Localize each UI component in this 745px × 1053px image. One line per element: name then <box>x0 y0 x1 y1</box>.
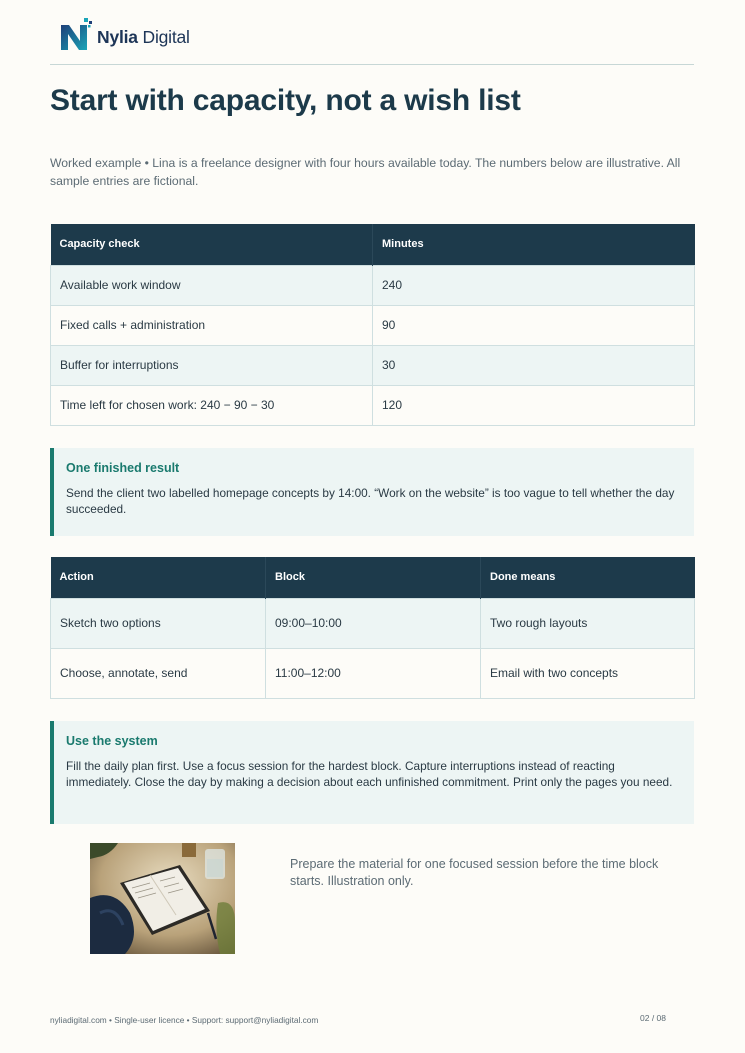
table-cell: Two rough layouts <box>481 598 695 648</box>
brand-name-light: Digital <box>142 26 190 47</box>
column-header: Done means <box>481 557 695 598</box>
callout-title: One finished result <box>66 461 180 475</box>
table-row <box>51 648 695 698</box>
table-cell: 90 <box>373 305 695 345</box>
capacity-table <box>50 224 695 426</box>
callout-one-finished-result <box>50 448 694 536</box>
table-cell: 240 <box>373 265 695 305</box>
callout-body: Fill the daily plan first. Use a focus session for the hardest block. Capture interruptions instead of reacting immediately. Close the day by making a decision about each unfinished commitment. Print only the pages you need. <box>66 759 673 789</box>
column-header: Capacity check <box>51 224 373 265</box>
table-row <box>51 305 695 345</box>
column-header: Action <box>51 557 266 598</box>
table-cell: 09:00–10:00 <box>266 598 481 648</box>
page-title: Start with capacity, not a wish list <box>50 84 521 117</box>
intro-text: Worked example • Lina is a freelance designer with four hours available today. The numbers below are illustrative. All sample entries are fictional. <box>50 156 681 188</box>
table-header-row <box>51 557 695 598</box>
footer-info: nyliadigital.com • Single-user licence • Support: support@nyliadigital.com <box>50 1015 319 1025</box>
table-cell: Fixed calls + administration <box>51 305 373 345</box>
notebook-desk-image <box>90 843 235 954</box>
callout-body: Send the client two labelled homepage concepts by 14:00. “Work on the website” is too vague to tell whether the day succeeded. <box>66 486 675 516</box>
page-number: 02 / 08 <box>640 1013 666 1023</box>
table-cell: 11:00–12:00 <box>266 648 481 698</box>
table-cell: Buffer for interruptions <box>51 345 373 385</box>
table-cell: Available work window <box>51 265 373 305</box>
callout-title: Use the system <box>66 734 158 748</box>
image-caption: Prepare the material for one focused session before the time block starts. Illustration only. <box>290 857 659 888</box>
table-cell: Email with two concepts <box>481 648 695 698</box>
column-header: Minutes <box>373 224 695 265</box>
brand-name-bold: Nylia <box>97 26 138 47</box>
header-divider <box>50 64 694 65</box>
table-cell: Choose, annotate, send <box>51 648 266 698</box>
callout-use-the-system <box>50 721 694 824</box>
nylia-logo-icon <box>58 17 94 53</box>
brand-name <box>97 27 190 48</box>
table-cell: 30 <box>373 345 695 385</box>
table-cell: Time left for chosen work: 240 − 90 − 30 <box>51 385 373 425</box>
table-row <box>51 265 695 305</box>
table-row <box>51 345 695 385</box>
table-cell: Sketch two options <box>51 598 266 648</box>
table-row <box>51 385 695 425</box>
table-header-row <box>51 224 695 265</box>
action-table <box>50 557 695 699</box>
table-cell: 120 <box>373 385 695 425</box>
column-header: Block <box>266 557 481 598</box>
brand-logo <box>58 17 190 53</box>
table-row <box>51 598 695 648</box>
